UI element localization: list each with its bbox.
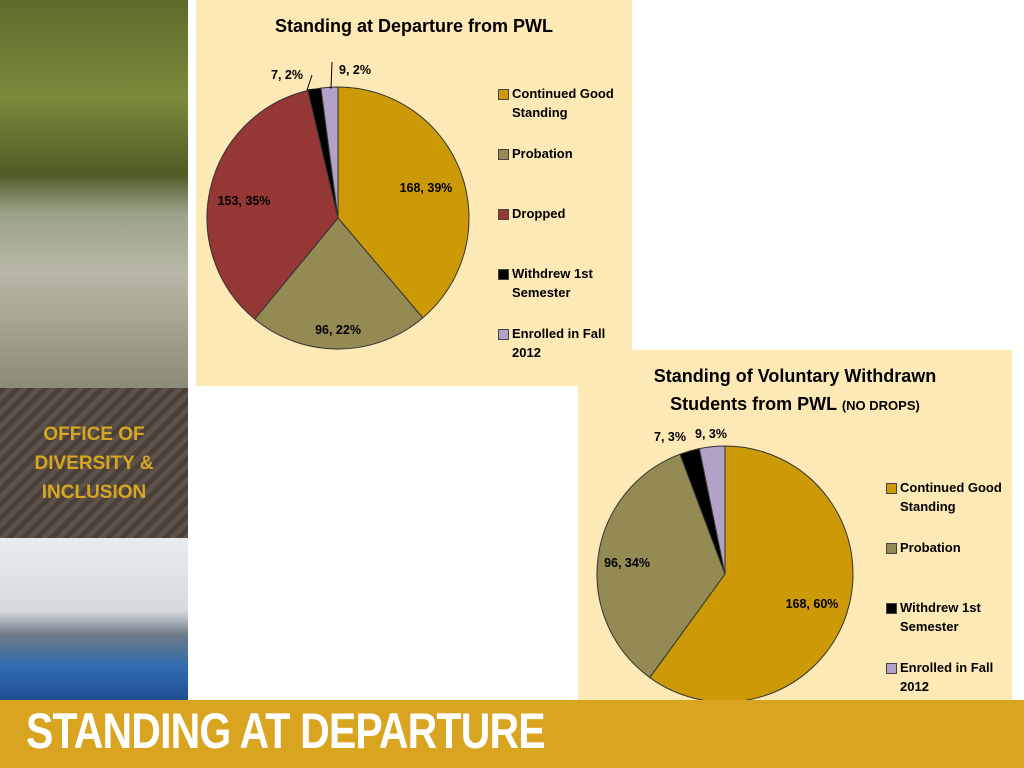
legend-swatch xyxy=(498,209,509,220)
legend-item xyxy=(498,204,628,223)
legend-item xyxy=(498,84,628,122)
data-label: 168, 60% xyxy=(785,597,839,611)
data-label: 96, 22% xyxy=(315,323,361,337)
chart-title-suffix: (NO DROPS) xyxy=(841,398,920,413)
legend-swatch xyxy=(498,329,509,340)
legend-label-line-2: 2012 xyxy=(512,345,541,360)
legend-swatch xyxy=(886,543,897,554)
data-label-leader-line xyxy=(329,62,332,88)
legend-label-line-1: Continued Good xyxy=(512,86,614,101)
legend-swatch xyxy=(886,663,897,674)
legend-label-line-2: 2012 xyxy=(900,679,929,694)
legend-item xyxy=(886,658,1016,696)
data-label: 96, 34% xyxy=(604,556,650,570)
data-label: 153, 35% xyxy=(217,194,271,208)
legend-label-line-2: Semester xyxy=(512,285,571,300)
legend-label-line-1: Withdrew 1st xyxy=(900,600,981,615)
data-label: 7, 3% xyxy=(654,430,686,444)
office-sidebar-box xyxy=(0,388,188,538)
legend-label-line-2: Standing xyxy=(512,105,568,120)
legend-swatch xyxy=(498,89,509,100)
legend-swatch xyxy=(886,483,897,494)
legend-swatch xyxy=(498,269,509,280)
chart-panel-departure xyxy=(196,0,632,386)
data-label: 9, 3% xyxy=(695,427,727,441)
legend-item xyxy=(886,538,1016,557)
chart-title-line-1: Standing of Voluntary Withdrawn xyxy=(653,366,937,386)
legend-label-line-1: Dropped xyxy=(512,206,566,221)
legend-label-line-1: Continued Good xyxy=(900,480,1002,495)
data-label: 9, 2% xyxy=(339,63,371,77)
chart-title: Standing at Departure from PWL xyxy=(274,16,553,36)
chart-panel-withdrawn xyxy=(578,350,1012,732)
legend-swatch xyxy=(886,603,897,614)
data-label: 168, 39% xyxy=(399,181,453,195)
legend-label-line-2: Semester xyxy=(900,619,959,634)
legend-swatch xyxy=(498,149,509,160)
legend-item xyxy=(498,144,628,163)
office-label-line-1: OFFICE OF xyxy=(43,424,145,445)
legend-label-line-1: Enrolled in Fall xyxy=(512,326,606,341)
legend-label-line-1: Enrolled in Fall xyxy=(900,660,994,675)
chart-title-line-2-text: Students from PWL xyxy=(670,394,837,414)
data-label: 7, 2% xyxy=(271,68,303,82)
legend-item xyxy=(886,598,1016,636)
data-label-leader-line xyxy=(307,75,314,90)
legend-label-line-1: Withdrew 1st xyxy=(512,266,593,281)
office-label-line-3: INCLUSION xyxy=(41,482,147,503)
office-label xyxy=(0,420,188,507)
campus-walkway-photo xyxy=(0,0,188,388)
legend-label-line-1: Probation xyxy=(900,540,961,555)
legend-item xyxy=(498,264,628,302)
legend-label-line-1: Probation xyxy=(512,146,573,161)
lab-students-photo xyxy=(0,538,188,700)
page-title: STANDING AT DEPARTURE xyxy=(26,703,545,759)
legend-label-line-2: Standing xyxy=(900,499,956,514)
office-label-line-2: DIVERSITY & xyxy=(34,453,154,474)
legend-item xyxy=(886,478,1016,516)
